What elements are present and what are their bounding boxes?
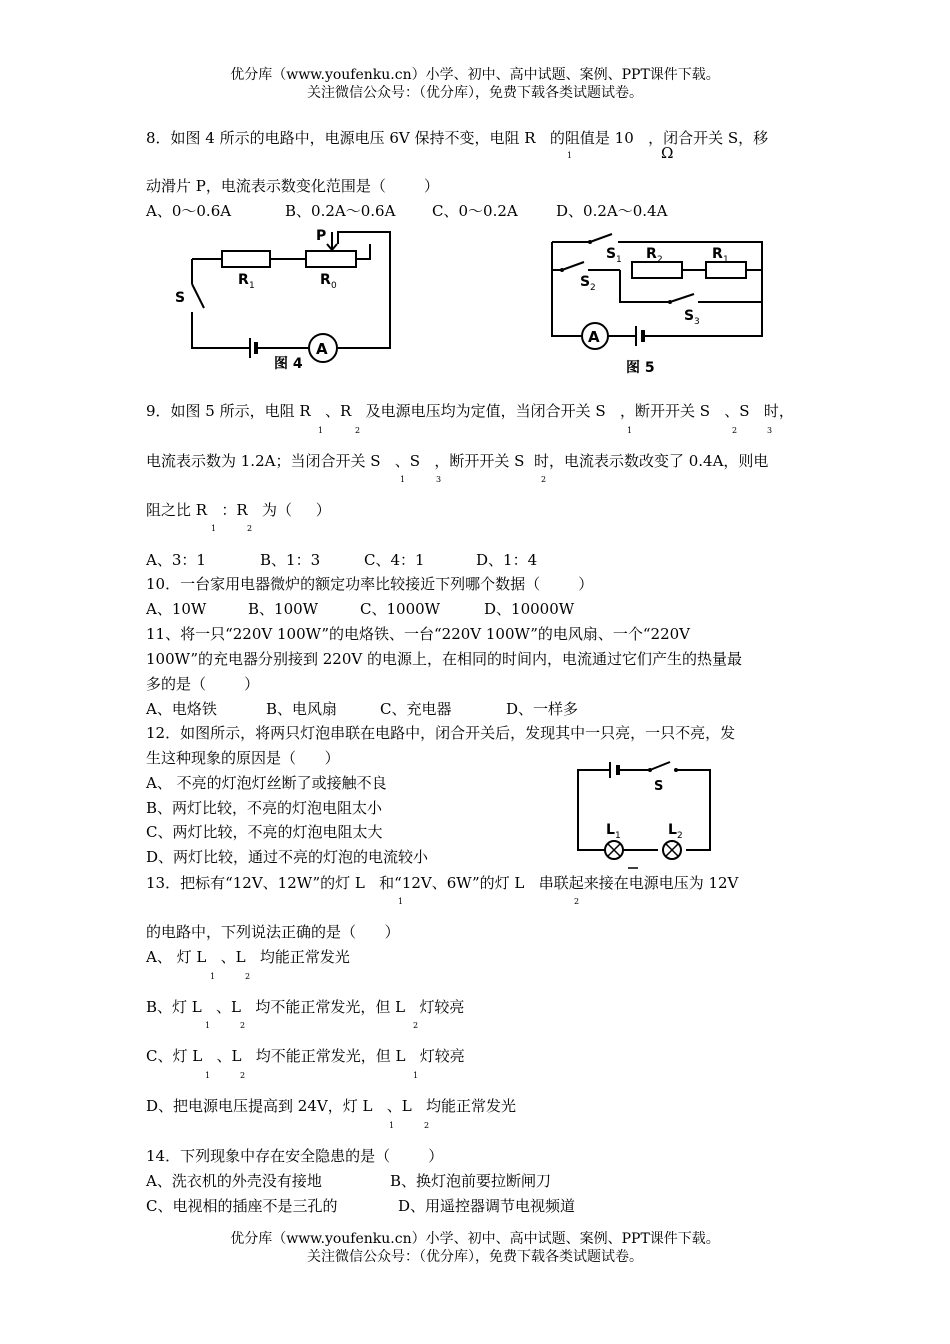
q9-line-2: 电流表示数为 1.2A；当闭合开关 S 、S ，断开开关 S 时，电流表示数改变了 0.4A，则电: [146, 452, 769, 470]
fig5-r2-label: R: [646, 246, 657, 262]
fig5-r1-sub: 1: [723, 255, 729, 265]
footer-line-1: 优分库（www.youfenku.cn）小学、初中、高中试题、案例、PPT课件下载。: [230, 1231, 720, 1247]
fig5-s3-sub: 3: [694, 317, 700, 327]
q10-text: 10．一台家用电器微炉的额定功率比较接近下列哪个数据（ ）: [146, 575, 594, 593]
q11-line-3: 多的是（ ）: [146, 675, 260, 693]
figure-5-circuit: [540, 228, 770, 378]
q12-option-b: B、两灯比较，不亮的灯泡电阻太小: [146, 799, 383, 817]
q14-option-c: C、电视相的插座不是三孔的: [146, 1197, 338, 1215]
q14-text: 14．下列现象中存在安全隐患的是（ ）: [146, 1147, 444, 1165]
fig4-s-label: S: [175, 290, 186, 306]
q11-option-d: D、一样多: [506, 700, 579, 718]
footer-line-2: 关注微信公众号：（优分库），免费下载各类试题试卷。: [307, 1249, 643, 1265]
q13-sub: 2: [245, 972, 251, 981]
q9-sub: 1: [627, 426, 633, 435]
q12-option-c: C、两灯比较，不亮的灯泡电阻太大: [146, 823, 383, 841]
q9-option-b: B、1：3: [260, 551, 321, 569]
q12-option-d: D、两灯比较，通过不亮的灯泡的电流较小: [146, 848, 429, 866]
q11-line-1: 11、将一只“220V 100W”的电烙铁、一台“220V 100W”的电风扇、一个“220V: [146, 625, 691, 643]
fig5-s2-sub: 2: [590, 283, 596, 293]
q13-option-a: A、 灯 L 、L 均能正常发光: [146, 948, 350, 966]
fig12-s-label: S: [654, 779, 664, 794]
q9-sub: 1: [318, 426, 324, 435]
fig12-l2-sub: 2: [677, 831, 683, 841]
fig12-l2-label: L: [668, 822, 677, 838]
fig5-s3-label: S: [684, 308, 695, 324]
q9-option-d: D、1：4: [476, 551, 538, 569]
fig4-r1-label: R: [238, 272, 249, 288]
q13-sub: 1: [210, 972, 216, 981]
fig5-s1-sub: 1: [616, 255, 622, 265]
q13-line-1: 13．把标有“12V、12W”的灯 L 和“12V、6W”的灯 L 串联起来接在电源电压为 12V: [146, 874, 739, 892]
q8-line-1: 8．如图 4 所示的电路中，电源电压 6V 保持不变，电阻 R 的阻值是 10 ，闭合开关 S，移: [146, 129, 769, 147]
q11-option-b: B、电风扇: [266, 700, 338, 718]
q12-line-2: 生这种现象的原因是（ ）: [146, 749, 340, 767]
q9-sub: 2: [355, 426, 361, 435]
q8-sub: 1: [567, 151, 573, 160]
q13-option-c: C、灯 L 、L 均不能正常发光，但 L 灯较亮: [146, 1047, 465, 1065]
q9-sub: 1: [400, 475, 406, 484]
q13-option-d: D、把电源电压提高到 24V，灯 L 、L 均能正常发光: [146, 1097, 517, 1115]
q9-option-a: A、3：1: [146, 551, 206, 569]
q12-line-1: 12．如图所示，将两只灯泡串联在电路中，闭合开关后，发现其中一只亮，一只不亮，发: [146, 724, 736, 742]
fig4-r1-sub: 1: [249, 281, 255, 291]
figure-12-circuit: [570, 756, 720, 872]
q13-sub: 2: [574, 897, 580, 906]
q9-sub: 1: [211, 524, 217, 533]
q8-omega: Ω: [661, 144, 674, 162]
q13-sub: 1: [205, 1071, 211, 1080]
q13-sub: 2: [240, 1021, 246, 1030]
q10-option-a: A、10W: [146, 600, 207, 618]
fig4-p-label: P: [316, 228, 327, 244]
q8-option-b: B、0.2A～0.6A: [285, 202, 396, 220]
fig5-r1-label: R: [712, 246, 723, 262]
header-line-1: 优分库（www.youfenku.cn）小学、初中、高中试题、案例、PPT课件下载。: [230, 67, 720, 83]
q13-option-b: B、灯 L 、L 均不能正常发光，但 L 灯较亮: [146, 998, 465, 1016]
q10-option-d: D、10000W: [484, 600, 575, 618]
q14-option-a: A、洗衣机的外壳没有接地: [146, 1172, 322, 1190]
q11-option-c: C、充电器: [380, 700, 452, 718]
q9-option-c: C、4：1: [364, 551, 425, 569]
q8-option-a: A、0～0.6A: [146, 202, 232, 220]
figure-4-circuit: [170, 224, 410, 374]
fig5-s1-label: S: [606, 246, 617, 262]
q9-sub: 3: [436, 475, 442, 484]
header-line-2: 关注微信公众号：（优分库），免费下载各类试题试卷。: [307, 85, 643, 101]
fig4-ammeter-label: A: [316, 340, 328, 358]
q8-line-2: 动滑片 P，电流表示数变化范围是（ ）: [146, 177, 440, 195]
q13-sub: 2: [424, 1121, 430, 1130]
q9-line-3: 阻之比 R ：R 为（ ）: [146, 501, 331, 519]
q8-option-c: C、0～0.2A: [432, 202, 518, 220]
fig12-l1-sub: 1: [615, 831, 621, 841]
fig5-ammeter-label: A: [588, 328, 600, 346]
q9-sub: 2: [247, 524, 253, 533]
q13-sub: 1: [398, 897, 404, 906]
q11-line-2: 100W”的充电器分别接到 220V 的电源上，在相同的时间内，电流通过它们产生的热量最: [146, 650, 742, 668]
fig5-s2-label: S: [580, 274, 591, 290]
fig4-r0-label: R: [320, 272, 331, 288]
q10-option-b: B、100W: [248, 600, 319, 618]
q9-sub: 3: [767, 426, 773, 435]
q13-sub: 1: [205, 1021, 211, 1030]
q13-sub: 2: [240, 1071, 246, 1080]
fig4-r0-sub: 0: [331, 281, 337, 291]
fig12-l1-label: L: [606, 822, 615, 838]
fig4-caption: 图 4: [274, 356, 303, 372]
q10-option-c: C、1000W: [360, 600, 441, 618]
q11-option-a: A、电烙铁: [146, 700, 217, 718]
q8-option-d: D、0.2A～0.4A: [556, 202, 668, 220]
q9-sub: 2: [541, 475, 547, 484]
q12-option-a: A、 不亮的灯泡灯丝断了或接触不良: [146, 774, 387, 792]
q13-sub: 1: [413, 1071, 419, 1080]
q13-sub: 1: [389, 1121, 395, 1130]
fig5-caption: 图 5: [626, 360, 655, 376]
q14-option-d: D、用遥控器调节电视频道: [398, 1197, 576, 1215]
q13-sub: 2: [413, 1021, 419, 1030]
q14-option-b: B、换灯泡前要拉断闸刀: [390, 1172, 552, 1190]
q9-line-1: 9．如图 5 所示，电阻 R 、R 及电源电压均为定值，当闭合开关 S ，断开开关 S 、S 时，: [146, 402, 794, 420]
q9-sub: 2: [732, 426, 738, 435]
fig5-r2-sub: 2: [657, 255, 663, 265]
q13-line-2: 的电路中，下列说法正确的是（ ）: [146, 923, 400, 941]
